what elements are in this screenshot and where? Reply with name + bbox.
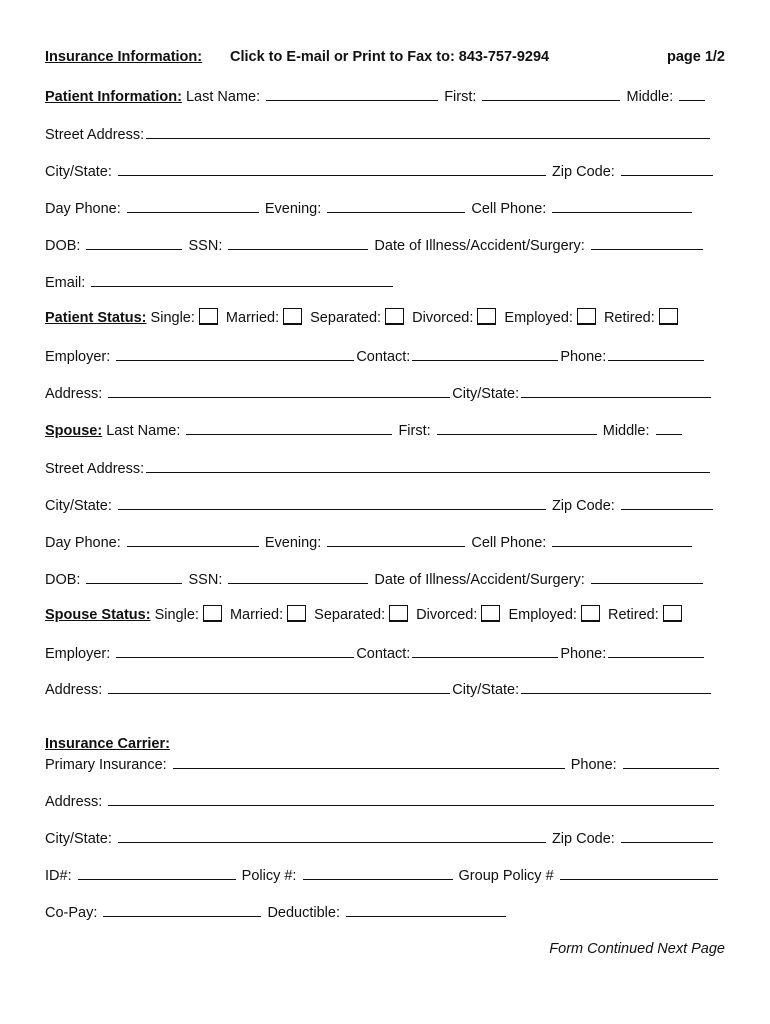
patient-name-row [45, 86, 707, 106]
patient-status-title: Patient Status: [45, 310, 147, 326]
form-header [45, 48, 725, 66]
spouse-dob-label: DOB: [45, 572, 81, 588]
insurance-phone-label: Phone: [570, 757, 617, 773]
spouse-retired-checkbox[interactable] [663, 605, 682, 622]
last-name-label: Last Name: [185, 89, 261, 105]
spouse-employer-city-label: City/State: [452, 682, 520, 698]
patient-date-illness-field[interactable] [591, 235, 703, 250]
patient-zip-field[interactable] [621, 161, 713, 176]
copay-field[interactable] [103, 902, 261, 917]
cell-phone-label: Cell Phone: [471, 201, 547, 217]
spouse-street-row [45, 458, 712, 478]
spouse-name-row [45, 420, 684, 440]
employer-phone-field[interactable] [608, 346, 704, 361]
status-married-label: Married: [225, 310, 280, 326]
patient-divorced-checkbox[interactable] [477, 308, 496, 325]
spouse-last-name-label: Last Name: [106, 423, 181, 439]
spouse-contact-label: Contact: [356, 646, 411, 662]
spouse-zip-field[interactable] [621, 495, 713, 510]
spouse-evening-label: Evening: [264, 535, 322, 551]
patient-street-field[interactable] [146, 124, 710, 139]
insurance-zip-label: Zip Code: [551, 831, 615, 847]
insurance-city-label: City/State: [45, 831, 112, 847]
spouse-city-label: City/State: [45, 498, 112, 514]
patient-phone-row [45, 198, 694, 218]
city-state-label: City/State: [45, 164, 112, 180]
employer-row [45, 346, 706, 366]
spouse-dob-row [45, 569, 705, 589]
patient-cell-field[interactable] [552, 198, 692, 213]
spouse-first-name-field[interactable] [437, 420, 597, 435]
status-single-label: Single: [150, 310, 195, 326]
spouse-contact-field[interactable] [412, 643, 558, 658]
page-number: page 1/2 [666, 49, 725, 65]
spouse-employer-label: Employer: [45, 646, 111, 662]
status-retired-label: Retired: [603, 310, 655, 326]
patient-status-row [45, 308, 682, 327]
spouse-city-row [45, 495, 715, 515]
patient-city-row [45, 161, 715, 181]
deductible-label: Deductible: [267, 905, 340, 921]
email-label: Email: [45, 275, 86, 291]
patient-single-checkbox[interactable] [199, 308, 218, 325]
spouse-employer-phone-field[interactable] [608, 643, 704, 658]
insurance-id-field[interactable] [78, 865, 236, 880]
group-policy-label: Group Policy # [458, 868, 554, 884]
spouse-cell-label: Cell Phone: [471, 535, 547, 551]
patient-street-row [45, 124, 712, 144]
deductible-field[interactable] [346, 902, 506, 917]
employer-phone-label: Phone: [560, 349, 607, 365]
patient-middle-name-field[interactable] [679, 86, 705, 101]
fax-note[interactable]: Click to E-mail or Print to Fax to: 843-757-9294 [230, 49, 550, 65]
policy-label: Policy #: [241, 868, 297, 884]
employer-city-label: City/State: [452, 386, 520, 402]
insurance-city-row [45, 828, 715, 848]
primary-insurance-label: Primary Insurance: [45, 757, 167, 773]
spouse-retired-label: Retired: [607, 607, 659, 623]
spouse-middle-name-label: Middle: [602, 423, 650, 439]
spouse-status-row [45, 605, 686, 624]
spouse-city-field[interactable] [118, 495, 546, 510]
insurance-city-field[interactable] [118, 828, 546, 843]
spouse-day-phone-field[interactable] [127, 532, 259, 547]
first-name-label: First: [444, 89, 477, 105]
insurance-section-title: Insurance Carrier: [45, 736, 170, 752]
patient-ssn-field[interactable] [228, 235, 368, 250]
spouse-separated-checkbox[interactable] [389, 605, 408, 622]
spouse-date-illness-field[interactable] [591, 569, 703, 584]
day-phone-label: Day Phone: [45, 201, 121, 217]
insurance-phone-field[interactable] [623, 754, 719, 769]
employer-label: Employer: [45, 349, 111, 365]
spouse-employed-checkbox[interactable] [581, 605, 600, 622]
patient-dob-row [45, 235, 705, 255]
spouse-cell-field[interactable] [552, 532, 692, 547]
dob-label: DOB: [45, 238, 81, 254]
policy-field[interactable] [303, 865, 453, 880]
insurance-zip-field[interactable] [621, 828, 713, 843]
spouse-married-label: Married: [229, 607, 284, 623]
middle-name-label: Middle: [626, 89, 674, 105]
ssn-label: SSN: [188, 238, 223, 254]
spouse-divorced-label: Divorced: [416, 607, 478, 623]
contact-label: Contact: [356, 349, 411, 365]
patient-email-field[interactable] [91, 272, 393, 287]
patient-employed-checkbox[interactable] [577, 308, 596, 325]
spouse-employer-field[interactable] [116, 643, 354, 658]
spouse-last-name-field[interactable] [186, 420, 392, 435]
spouse-phone-row [45, 532, 694, 552]
patient-city-field[interactable] [118, 161, 546, 176]
street-label: Street Address: [45, 127, 145, 143]
spouse-date-illness-label: Date of Illness/Accident/Surgery: [374, 572, 585, 588]
insurance-address-label: Address: [45, 794, 103, 810]
employer-field[interactable] [116, 346, 354, 361]
employer-address-field[interactable] [108, 383, 450, 398]
primary-insurance-field[interactable] [173, 754, 565, 769]
spouse-ssn-label: SSN: [188, 572, 223, 588]
patient-evening-field[interactable] [327, 198, 465, 213]
patient-first-name-field[interactable] [482, 86, 620, 101]
spouse-employer-address-row [45, 679, 713, 699]
patient-last-name-field[interactable] [266, 86, 438, 101]
spouse-street-field[interactable] [146, 458, 710, 473]
copay-row [45, 902, 508, 922]
id-label: ID#: [45, 868, 72, 884]
spouse-zip-label: Zip Code: [551, 498, 615, 514]
form-title: Insurance Information: [45, 49, 203, 65]
spouse-married-checkbox[interactable] [287, 605, 306, 622]
patient-email-row [45, 272, 395, 292]
copay-label: Co-Pay: [45, 905, 98, 921]
insurance-section-row [45, 735, 170, 753]
primary-insurance-row [45, 754, 721, 774]
patient-married-checkbox[interactable] [283, 308, 302, 325]
patient-separated-checkbox[interactable] [385, 308, 404, 325]
spouse-employer-address-field[interactable] [108, 679, 450, 694]
spouse-dob-field[interactable] [86, 569, 182, 584]
patient-retired-checkbox[interactable] [659, 308, 678, 325]
spouse-employer-address-label: Address: [45, 682, 103, 698]
patient-section-title: Patient Information: [45, 89, 182, 105]
form-continued-note: Form Continued Next Page [549, 941, 725, 957]
status-employed-label: Employed: [504, 310, 573, 326]
patient-dob-field[interactable] [86, 235, 182, 250]
spouse-single-label: Single: [154, 607, 199, 623]
spouse-first-name-label: First: [398, 423, 431, 439]
spouse-employer-phone-label: Phone: [560, 646, 607, 662]
spouse-ssn-field[interactable] [228, 569, 368, 584]
spouse-day-phone-label: Day Phone: [45, 535, 121, 551]
spouse-employed-label: Employed: [508, 607, 577, 623]
status-divorced-label: Divorced: [412, 310, 474, 326]
spouse-status-title: Spouse Status: [45, 607, 151, 623]
contact-field[interactable] [412, 346, 558, 361]
status-separated-label: Separated: [310, 310, 382, 326]
insurance-id-row [45, 865, 720, 885]
spouse-evening-field[interactable] [327, 532, 465, 547]
spouse-middle-name-field[interactable] [656, 420, 682, 435]
date-illness-label: Date of Illness/Accident/Surgery: [374, 238, 585, 254]
spouse-employer-row [45, 643, 706, 663]
spouse-single-checkbox[interactable] [203, 605, 222, 622]
spouse-divorced-checkbox[interactable] [481, 605, 500, 622]
evening-label: Evening: [264, 201, 322, 217]
spouse-employer-city-field[interactable] [521, 679, 711, 694]
zip-label: Zip Code: [551, 164, 615, 180]
employer-address-label: Address: [45, 386, 103, 402]
employer-address-row [45, 383, 713, 403]
spouse-section-title: Spouse: [45, 423, 103, 439]
spouse-street-label: Street Address: [45, 461, 145, 477]
employer-city-field[interactable] [521, 383, 711, 398]
group-policy-field[interactable] [560, 865, 718, 880]
spouse-separated-label: Separated: [314, 607, 386, 623]
insurance-address-field[interactable] [108, 791, 714, 806]
insurance-address-row [45, 791, 716, 811]
patient-day-phone-field[interactable] [127, 198, 259, 213]
